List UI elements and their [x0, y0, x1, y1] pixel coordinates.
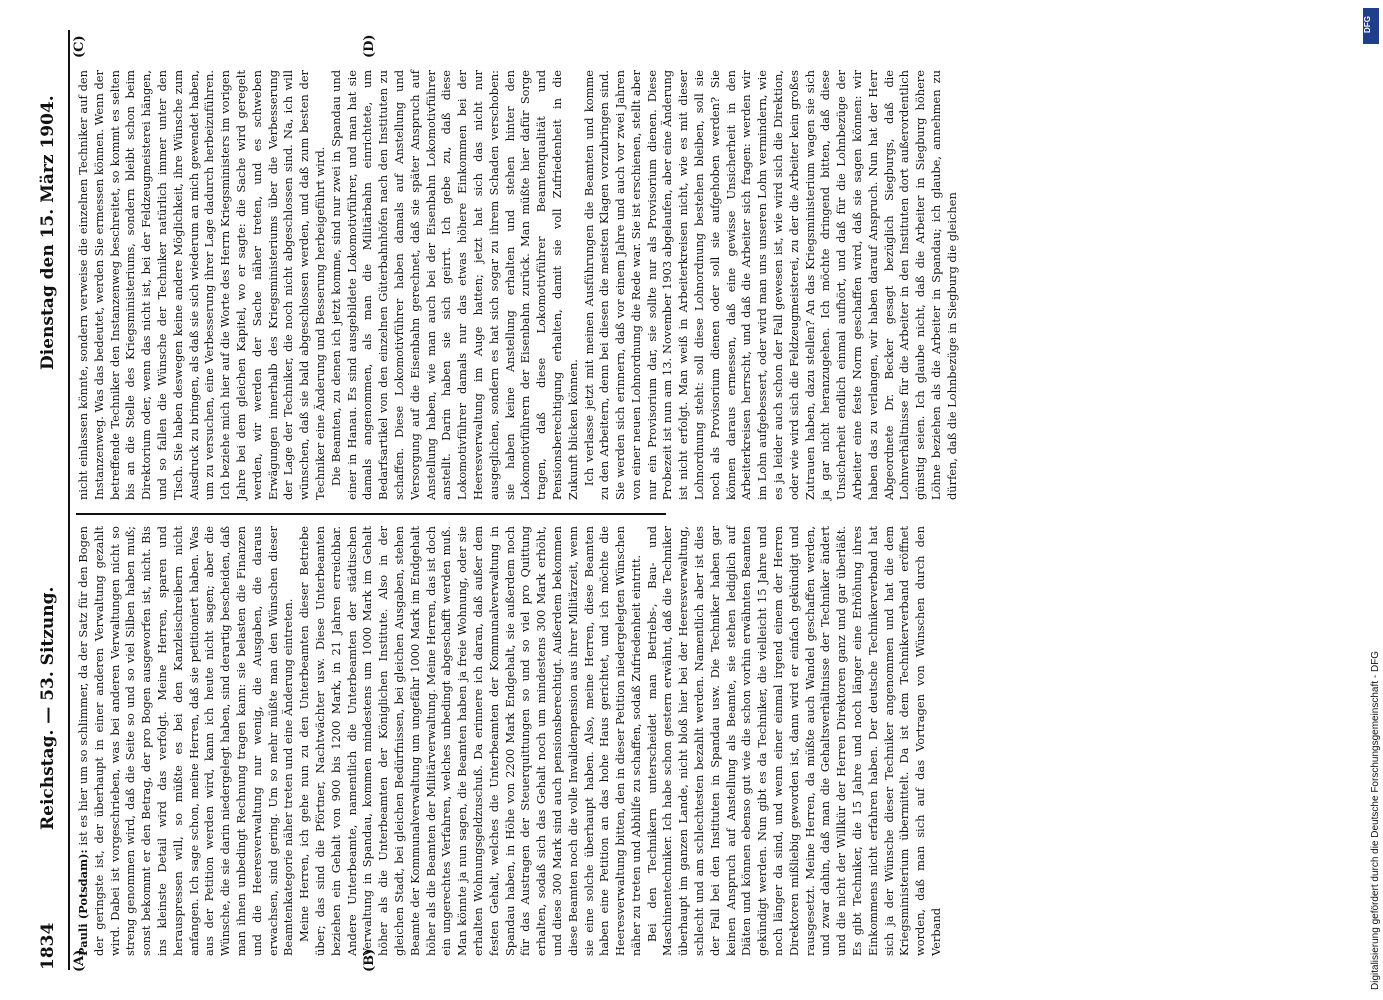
column-divider — [76, 513, 666, 515]
left-column — [76, 525, 944, 956]
left-paragraph-1 — [76, 526, 297, 956]
left-paragraph-2: Meine Herren, ich gehe nun zu den Unterbeamten dieser Betriebe über; das sind die Pförtner, Nachtwächter usw. Diese Unterbeamten beziehen ein Gehalt von 900 bis 1200 Mark, in 21 Jahren erreichbar. Andere Unterbeamte, namentlich die Unterbeamten der städtischen Verwaltung in Spandau, kommen mindestens um 1000 Mark im Gehalt höher als die Unterbeamten der Königlichen Institute. Also in der gleichen Stadt, bei gleichen Bedürfnissen, bei gleichen Ausgaben, stehen Beamte der Kommunalverwaltung um ungefähr 1000 Mark im Endgehalt höher als die Beamten der Militärverwaltung. Meine Herren, das ist doch ein ungerechtes Verfahren, welches unbedingt abgeschafft werden muß. Man könnte ja nun sagen, die Beamten haben ja freie Wohnung, oder sie erhalten Wohnungsgeldzuschuß. Da erinnere ich daran, daß außer dem festen Gehalt, welches die Unterbeamten der Kommunalverwaltung in Spandau haben, in Höhe von 2200 Mark Endgehalt, sie außerdem noch für das Austragen der Steuerquittungen so und so viel pro Quittung erhalten, sodaß sich das Gehalt noch um mindestens 300 Mark erhöht, und diese 300 Mark sind auch pensionsberechtigt. Außerdem bekommen diese Beamten noch die volle Invalidenpension aus ihrer Militärzeit, wenn sie eine solche überhaupt haben. Also, meine Herren, diese Beamten haben eine Petition an das hohe Haus gerichtet, und ich möchte die Heeresverwaltung bitten, den in dieser Petition niedergelegten Wünschen näher zu treten und Abhilfe zu schaffen, sodaß Zufriedenheit eintritt. — [297, 526, 643, 956]
rotated-page — [32, 30, 959, 972]
left-paragraph-1-text: ist es hier um so schlimmer, da der Satz für den Bogen der geringste ist, der überhaupt in einer anderen Verwaltung gezahlt wird. Dabei ist vorgeschrieben, was bei anderen Verwaltungen nicht so streng genommen wird, daß die Seite so und so viel Silben haben muß; sonst bekommt er den Betrag, der pro Bogen ausgeworfen ist, nicht. Bis ins kleinste Detail wird das verfolgt. Meine Herren, sparen und herauspressen will, so müßte es bei den Kanzleischreibern nicht anfangen. Ich sage schon, meine Herren, daß sie petitioniert haben. Was aus der Petition werden wird, kann ich heute nicht sagen; aber die Wünsche, die sie darin niedergelegt haben, sind derartig bescheiden, daß man ihnen unbedingt Rechnung tragen kann: sie belasten die Finanzen und die Heeresverwaltung nur wenig, die Ausgaben, die daraus erwachsen, sind gering. Um so mehr müßte man den Wünschen dieser Beamtenkategorie näher treten und eine Änderung eintreten. — [76, 525, 296, 956]
right-paragraph-3: Ich verlasse jetzt mit meinen Ausführungen die Beamten und komme zu den Arbeitern, denn bei diesen die meisten Klagen vorzubringen sind. Sie werden sich erinnern, daß vor einem Jahre und auch vor zwei Jahren von einer neuen Lohnordnung die Rede war. Sie ist erschienen, stellt aber nur ein Provisorium dar, sie sollte nur als Provisorium dienen. Diese Probezeit ist nun am 13. November 1903 abgelaufen, aber eine Änderung ist nicht erfolgt. Man weiß in Arbeiterkreisen nicht, wie es mit dieser Lohnordnung steht: soll diese Lohnordnung bestehen bleiben, soll sie noch als Provisorium dienen oder soll sie aufgehoben werden? Sie können daraus ermessen, daß eine gewisse Unsicherheit in den Arbeiterkreisen herrscht, und daß die Arbeiter sich fragen: werden wir im Lohn aufgebessert, oder wird man uns unseren Lohn vermindern, wie es ja leider auch schon der Fall gewesen ist, wie wird sich die Direktion, oder wie wird sich die Feldzeugmeisterei, zu der die Arbeiter kein großes Zutrauen haben, dazu stellen? An das Kriegsministerium wagen sie sich ja gar nicht heranzugehen. Ich möchte dringend bitten, daß diese Unsicherheit endlich einmal aufhört, und daß für die Lohnbezüge der Arbeiter eine feste Norm geschaffen wird, daß sie sagen können: wir haben das zu verlangen, wir haben darauf Anspruch. Nun hat der Herr Abgeordnete Dr. Becker gesagt bezüglich Siegburgs, daß die Lohnverhältnisse für die Arbeiter in den Instituten dort außerordentlich günstig seien. Ich glaube nicht, daß die Arbeiter in Siegburg höhere Löhne beziehen als die Arbeiter in Spandau; ich glaube, annehmen zu dürfen, daß die Lohnbezüge in Siegburg die gleichen — [581, 70, 959, 500]
marker-a: (A) — [72, 949, 87, 972]
left-paragraph-3: Bei den Technikern unterscheidet man Betriebs-, Bau- und Maschinentechniker. Ich habe schon gestern erwähnt, daß die Techniker überhaupt im ganzen Lande, nicht bloß hier bei der Heeresverwaltung, schlecht und am schlechtesten bezahlt werden. Namentlich aber ist dies der Fall bei den Instituten in Spandau usw. Die Techniker haben gar keinen Anspruch auf Anstellung als Beamte, sie stehen lediglich auf Diäten und können ebenso gut wie die schon vorhin erwähnten Beamten gekündigt werden. Nun gibt es da Techniker, die vielleicht 15 Jahre und noch länger da sind, und wenn einer einmal irgend einem der Herren Direktoren mißliebig geworden ist, dann wird er einfach gekündigt und rausgesetzt. Meine Herren, da müßte auch Wandel geschaffen werden, und zwar dahin, daß man die Gehaltsverhältnisse der Techniker ändert und die nicht der Willkür der Herren Direktoren ganz und gar überläßt. Es gibt Techniker, die 15 Jahre und noch länger eine Erhöhung ihres Einkommens nicht erfahren haben. Der deutsche Technikerverband hat sich ja der Wünsche dieser Techniker angenommen und hat die dem Kriegsministerium übermittelt. Da ist dem Technikerverband eröffnet worden, daß man sich auf das Vortragen von Wünschen durch den Verband — [644, 526, 944, 956]
page-header — [38, 30, 68, 970]
marker-d: (D) — [362, 34, 377, 58]
page-title: Reichstag. — 53. Sitzung. — [38, 586, 58, 830]
header-rule — [68, 30, 70, 970]
speaker-name: Pauli (Potsdam): — [76, 849, 90, 956]
dfg-logo — [1363, 8, 1379, 44]
dfg-logo-text: DFG — [1362, 16, 1372, 33]
digitization-note: Digitalisierung gefördert durch die Deutsche Forschungsgemeinschaft - DFG — [1370, 650, 1381, 990]
page-date: Dienstag den 15. März 1904. — [38, 95, 58, 370]
right-paragraph-1: nicht einlassen könnte, sondern verweise die einzelnen Techniker auf den Instanzenweg. Was das bedeutet, werden Sie ermessen können. Wenn der betreffende Techniker den Instanzenweg beschreitet, so kommt es selten bis an die Stelle des Kriegsministeriums, sondern bleibt schon beim Direktorium oder, wenn das nicht ist, bei der Feldzeugmeisterei hängen, und so fallen die Wünsche der Techniker natürlich immer unter den Tisch. Sie haben deswegen keine andere Möglichkeit, ihre Wünsche zum Ausdruck zu bringen, als daß sie sich wiederum an mich gewendet haben, um zu versuchen, eine Verbesserung ihrer Lage dadurch herbeizuführen. Ich beziehe mich hier auf die Worte des Herrn Kriegsministers im vorigen Jahre bei dem gleichen Kapitel, wo er sagte: die Sache wird geregelt werden, wir werden der Sache näher treten, und es schweben Erwägungen innerhalb des Kriegsministeriums über die Verbesserung der Lage der Techniker, die noch nicht abgeschlossen sind. Na, ich will wünschen, daß sie bald abgeschlossen werden, und daß zum besten der Techniker eine Änderung und Besserung herbeigeführt wird. — [76, 70, 327, 500]
marker-b: (B) — [362, 948, 377, 972]
right-paragraph-2: Die Beamten, zu denen ich jetzt komme, sind nur zwei in Spandau und einer in Hanau. Es sind ausgebildete Lokomotivführer, und man hat sie damals angenommen, als man die Militärbahn einrichtete, um Bedarfsartikel von den einzelnen Güterbahnhöfen nach den Instituten zu schaffen. Diese Lokomotivführer haben damals auf Anstellung und Versorgung auf die Eisenbahn gerechnet, daß sie später Anspruch auf Anstellung haben, wie man auch bei der Eisenbahn Lokomotivführer anstellt. Darin haben sie sich geirrt. Ich gebe zu, daß diese Lokomotivführer damals nur das etwas höhere Einkommen bei der Heeresverwaltung im Auge hatten; jetzt hat sich das nicht nur ausgeglichen, sondern es hat sich sogar zu ihrem Schaden verschoben: sie haben keine Anstellung erhalten und stehen hinter den Lokomotivführern der Eisenbahn zurück. Man müßte hier dafür Sorge tragen, daß diese Lokomotivführer Beamtenqualität und Pensionsberechtigung erhalten, damit sie voll Zufriedenheit in die Zukunft blicken können. — [328, 70, 580, 500]
right-column — [76, 70, 959, 500]
page-number: 1834 — [38, 922, 58, 970]
marker-c: (C) — [72, 35, 87, 58]
